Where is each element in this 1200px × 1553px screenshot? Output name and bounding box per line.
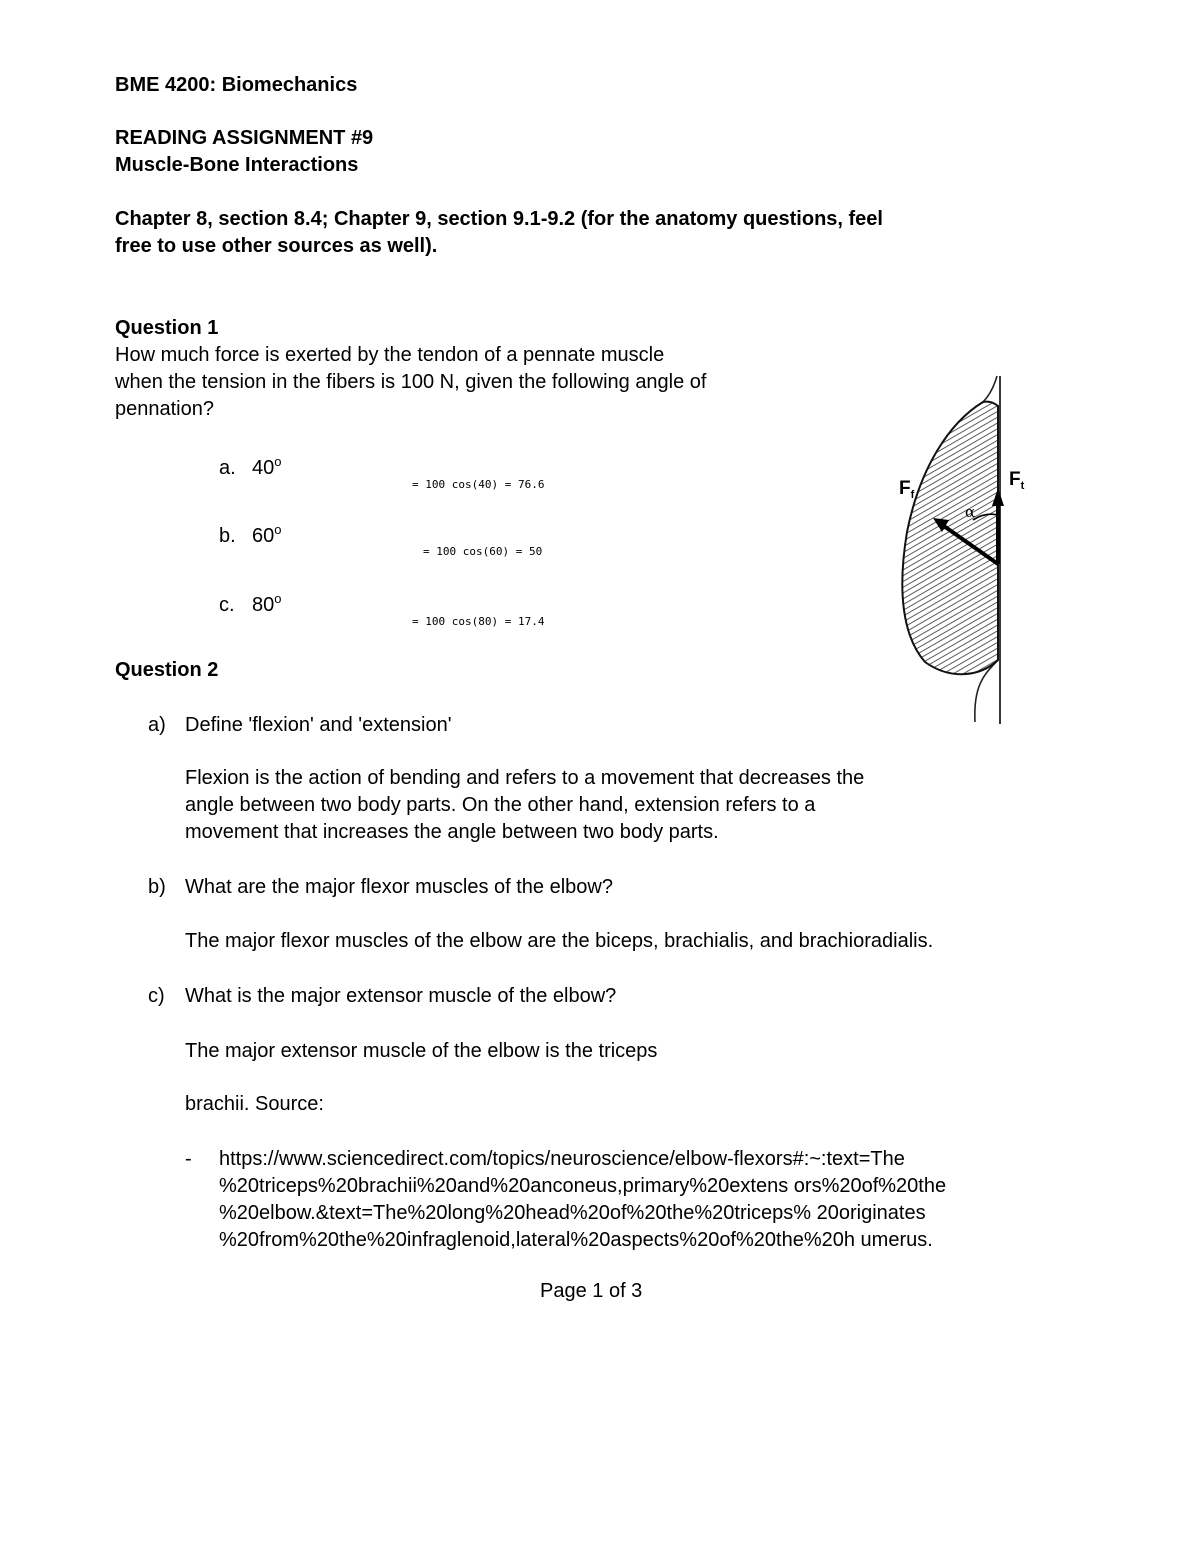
part-a-answer-line-2: angle between two body parts. On the other hand, extension refers to a bbox=[185, 794, 816, 816]
source-url-line-2[interactable]: %20triceps%20brachii%20and%20anconeus,primary%20extens ors%20of%20the bbox=[219, 1175, 947, 1197]
assignment-topic: Muscle-Bone Interactions bbox=[115, 154, 359, 176]
option-b-letter: b. bbox=[219, 525, 236, 547]
part-c-answer-line-1: The major extensor muscle of the elbow is the triceps bbox=[185, 1040, 658, 1062]
part-a-answer-line-3: movement that increases the angle between two body parts. bbox=[185, 821, 719, 843]
part-c-question: What is the major extensor muscle of the elbow? bbox=[185, 985, 617, 1007]
question-1-prompt-line-1: How much force is exerted by the tendon of a pennate muscle bbox=[115, 344, 665, 366]
option-b-answer: = 100 cos(60) = 50 bbox=[423, 545, 543, 558]
option-c-answer: = 100 cos(80) = 17.4 bbox=[412, 615, 545, 628]
part-a-letter: a) bbox=[148, 714, 166, 736]
option-b-degree: o bbox=[274, 522, 282, 537]
pennate-muscle-figure bbox=[895, 372, 1045, 730]
pennation-angle-label: α bbox=[965, 503, 976, 521]
source-url-line-3[interactable]: %20elbow.&text=The%20long%20head%20of%20the%20triceps% 20originates bbox=[219, 1202, 926, 1224]
option-a-letter: a. bbox=[219, 457, 236, 479]
option-a-angle bbox=[252, 455, 281, 482]
tendon-force-label: $F_t$ bbox=[1009, 469, 1025, 492]
part-b-letter: b) bbox=[148, 876, 166, 898]
question-2-title: Question 2 bbox=[115, 659, 219, 681]
part-c-letter: c) bbox=[148, 985, 165, 1007]
part-c-answer-line-2: brachii. Source: bbox=[185, 1093, 324, 1115]
source-url-line-1[interactable]: https://www.sciencedirect.com/topics/neuroscience/elbow-flexors#:~:text=The bbox=[219, 1148, 905, 1170]
page-number: Page 1 of 3 bbox=[540, 1280, 643, 1302]
source-url-line-4[interactable]: %20from%20the%20infraglenoid,lateral%20aspects%20of%20the%20h umerus. bbox=[219, 1229, 933, 1251]
part-b-answer: The major flexor muscles of the elbow are the biceps, brachialis, and brachioradialis. bbox=[185, 930, 934, 952]
option-c-angle bbox=[252, 592, 281, 619]
assignment-title: READING ASSIGNMENT #9 bbox=[115, 127, 374, 149]
reading-line-2: free to use other sources as well). bbox=[115, 235, 438, 257]
part-b-question: What are the major flexor muscles of the elbow? bbox=[185, 876, 613, 898]
option-c-value: 80 bbox=[252, 594, 275, 616]
option-b-value: 60 bbox=[252, 525, 275, 547]
option-a-value: 40 bbox=[252, 457, 275, 479]
question-1-prompt-line-3: pennation? bbox=[115, 398, 214, 420]
option-c-degree: o bbox=[274, 591, 282, 606]
reading-line-1: Chapter 8, section 8.4; Chapter 9, section 9.1-9.2 (for the anatomy questions, feel bbox=[115, 208, 883, 230]
part-a-question: Define 'flexion' and 'extension' bbox=[185, 714, 452, 736]
part-a-answer-line-1: Flexion is the action of bending and refers to a movement that decreases the bbox=[185, 767, 865, 789]
option-a-answer: = 100 cos(40) = 76.6 bbox=[412, 478, 545, 491]
option-a-degree: o bbox=[274, 454, 282, 469]
upper-boundary bbox=[983, 376, 997, 402]
option-c-letter: c. bbox=[219, 594, 235, 616]
question-1-title: Question 1 bbox=[115, 317, 219, 339]
question-1-prompt-line-2: when the tension in the fibers is 100 N, given the following angle of bbox=[115, 371, 707, 393]
course-title: BME 4200: Biomechanics bbox=[115, 74, 358, 96]
fiber-force-label: $F_f$ bbox=[899, 478, 915, 501]
source-bullet: - bbox=[185, 1148, 192, 1170]
option-b-angle bbox=[252, 523, 281, 550]
muscle-belly bbox=[902, 402, 998, 675]
